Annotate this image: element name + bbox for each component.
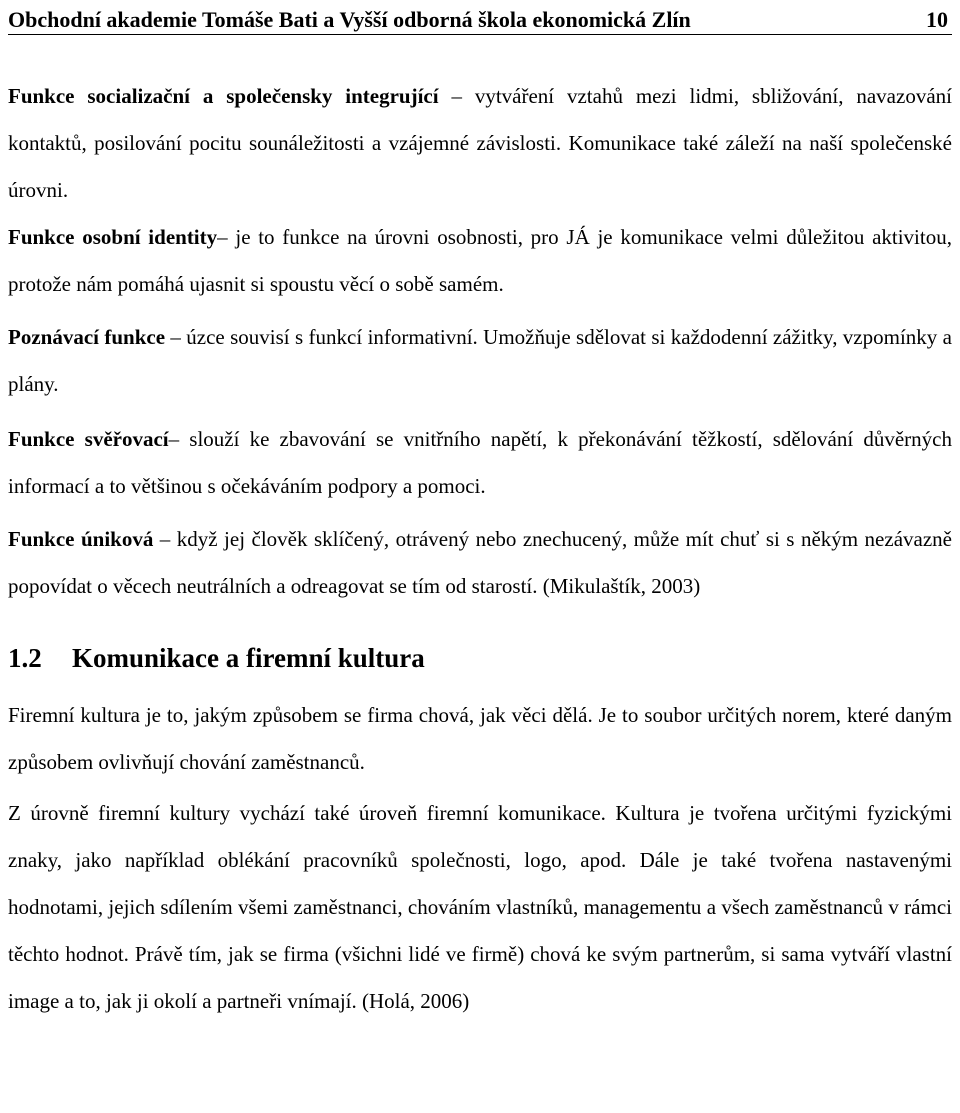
paragraph-confiding-text: – slouží ke zbavování se vnitřního napětí, k překonávání těžkostí, sdělování důvěrných informací a to většinou s očekáváním podpory a pomoci. (8, 427, 952, 498)
paragraph-confiding (8, 416, 952, 510)
paragraph-cognitive-text: – úzce souvisí s funkcí informativní. Umožňuje sdělovat si každodenní zážitky, vzpomínky a plány. (8, 325, 952, 396)
paragraph-escape-text: – když jej člověk sklíčený, otrávený nebo znechucený, může mít chuť si s někým nezávazně popovídat o věcech neutrálních a odreagovat se tím od starostí. (Mikulaštík, 2003) (8, 527, 952, 598)
section-number: 1.2 (8, 643, 42, 673)
running-header (8, 0, 952, 35)
paragraph-corporate-culture: Firemní kultura je to, jakým způsobem se firma chová, jak věci dělá. Je to soubor určitých norem, které daným způsobem ovlivňují chování zaměstnanců. (8, 703, 952, 774)
document-page (8, 0, 952, 1025)
section-title: Komunikace a firemní kultura (72, 643, 425, 673)
paragraph-identity (8, 214, 952, 308)
page-number: 10 (926, 7, 948, 32)
paragraph-socialization (8, 73, 952, 214)
paragraph-corporate-communication: Z úrovně firemní kultury vychází také úroveň firemní komunikace. Kultura je tvořena určitými fyzickými znaky, jako například oblékání pracovníků společnosti, logo, apod. Dále je také tvořena nastavenými hodnotami, jejich sdílením všemi zaměstnanci, chováním vlastníků, managementu a všech zaměstnanců v rámci těchto hodnot. Právě tím, jak se firma (všichni lidé ve firmě) chová ke svým partnerům, si sama vytváří vlastní image a to, jak ji okolí a partneři vnímají. (Holá, 2006) (8, 801, 952, 1013)
paragraph-escape (8, 516, 952, 610)
section-heading (8, 638, 952, 678)
term-confiding: Funkce svěřovací (8, 427, 169, 451)
paragraph-socialization-text: – vytváření vztahů mezi lidmi, sbližování, navazování kontaktů, posilování pocitu sounáležitosti a vzájemné závislosti. Komunikace také záleží na naší společenské úrovni. (8, 84, 952, 202)
header-title: Obchodní akademie Tomáše Bati a Vyšší odborná škola ekonomická Zlín (8, 7, 691, 32)
paragraph-cognitive (8, 314, 952, 408)
term-identity: Funkce osobní identity (8, 225, 218, 249)
term-cognitive: Poznávací funkce (8, 325, 166, 349)
term-escape: Funkce úniková (8, 527, 154, 551)
paragraph-identity-text: – je to funkce na úrovni osobnosti, pro JÁ je komunikace velmi důležitou aktivitou, protože nám pomáhá ujasnit si spoustu věcí o sobě samém. (8, 225, 952, 296)
term-socialization: Funkce socializační a společensky integrující (8, 84, 439, 108)
